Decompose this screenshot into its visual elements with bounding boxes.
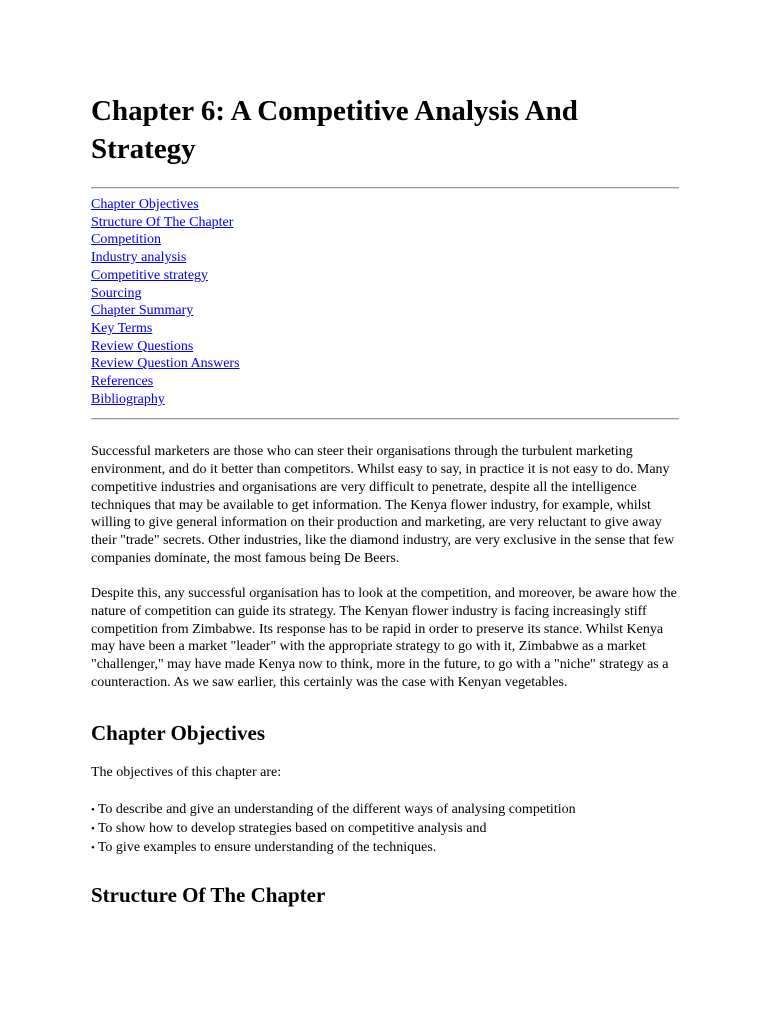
section-heading-chapter-objectives: Chapter Objectives xyxy=(91,720,265,745)
toc-link-bibliography[interactable]: Bibliography xyxy=(91,391,165,407)
toc-link-competitive-strategy[interactable]: Competitive strategy xyxy=(91,267,209,283)
bullet-icon: • xyxy=(91,804,95,817)
toc-link-competition[interactable]: Competition xyxy=(91,232,161,248)
toc-link-review-question-answers[interactable]: Review Question Answers xyxy=(91,356,240,372)
list-item-text: To give examples to ensure understanding of the techniques. xyxy=(97,839,437,855)
toc-link-review-questions[interactable]: Review Questions xyxy=(91,338,194,354)
bullet-icon: • xyxy=(91,841,95,854)
toc-link-chapter-objectives[interactable]: Chapter Objectives xyxy=(91,197,199,212)
page-title: Chapter 6: A Competitive Analysis And Strategy xyxy=(91,95,578,165)
list-item xyxy=(91,801,679,820)
table-of-contents xyxy=(91,196,679,408)
bullet-icon: • xyxy=(91,822,95,835)
list-item xyxy=(91,820,679,839)
list-item xyxy=(91,839,679,858)
toc-link-structure-of-the-chapter[interactable]: Structure Of The Chapter xyxy=(91,214,234,230)
objectives-intro: The objectives of this chapter are: xyxy=(91,764,282,780)
divider-bottom xyxy=(91,418,679,420)
document-page xyxy=(91,0,679,908)
list-item-text: To show how to develop strategies based on competitive analysis and xyxy=(97,820,487,836)
intro-paragraph-1: Successful marketers are those who can steer their organisations through the turbulent marketing environment, and do it better than competitors. Whilst easy to say, in practice it is not easy to do. Many competitive industries and organisations are very difficult to penetrate, despite all the intelligence techniques that may be available to get information. The Kenya flower industry, for example, whilst willing to give general information on their production and marketing, are very reluctant to give away their "trade" secrets. Other industries, like the diamond industry, are very exclusive in the sense that few companies dominate, the most famous being De Beers. xyxy=(91,444,675,566)
objectives-list xyxy=(91,801,679,857)
intro-paragraph-2: Despite this, any successful organisation has to look at the competition, and moreover, be aware how the nature of competition can guide its strategy. The Kenyan flower industry is facing increasingly stiff competition from Zimbabwe. Its response has to be rapid in order to preserve its stance. Whilst Kenya may have been a market "leader" with the appropriate strategy to go with it, Zimbabwe as a market "challenger," may have made Kenya now to think, more in the future, to go with a "niche" strategy as a counteraction. As we saw earlier, this certainly was the case with Kenyan vegetables. xyxy=(91,586,677,690)
toc-link-industry-analysis[interactable]: Industry analysis xyxy=(91,250,187,266)
section-heading-structure-of-the-chapter: Structure Of The Chapter xyxy=(91,883,326,908)
list-item-text: To describe and give an understanding of the different ways of analysing competition xyxy=(97,802,576,818)
toc-link-references[interactable]: References xyxy=(91,374,154,390)
toc-link-sourcing[interactable]: Sourcing xyxy=(91,285,142,301)
toc-link-key-terms[interactable]: Key Terms xyxy=(91,320,153,336)
toc-link-chapter-summary[interactable]: Chapter Summary xyxy=(91,303,194,319)
divider-top xyxy=(91,187,679,189)
